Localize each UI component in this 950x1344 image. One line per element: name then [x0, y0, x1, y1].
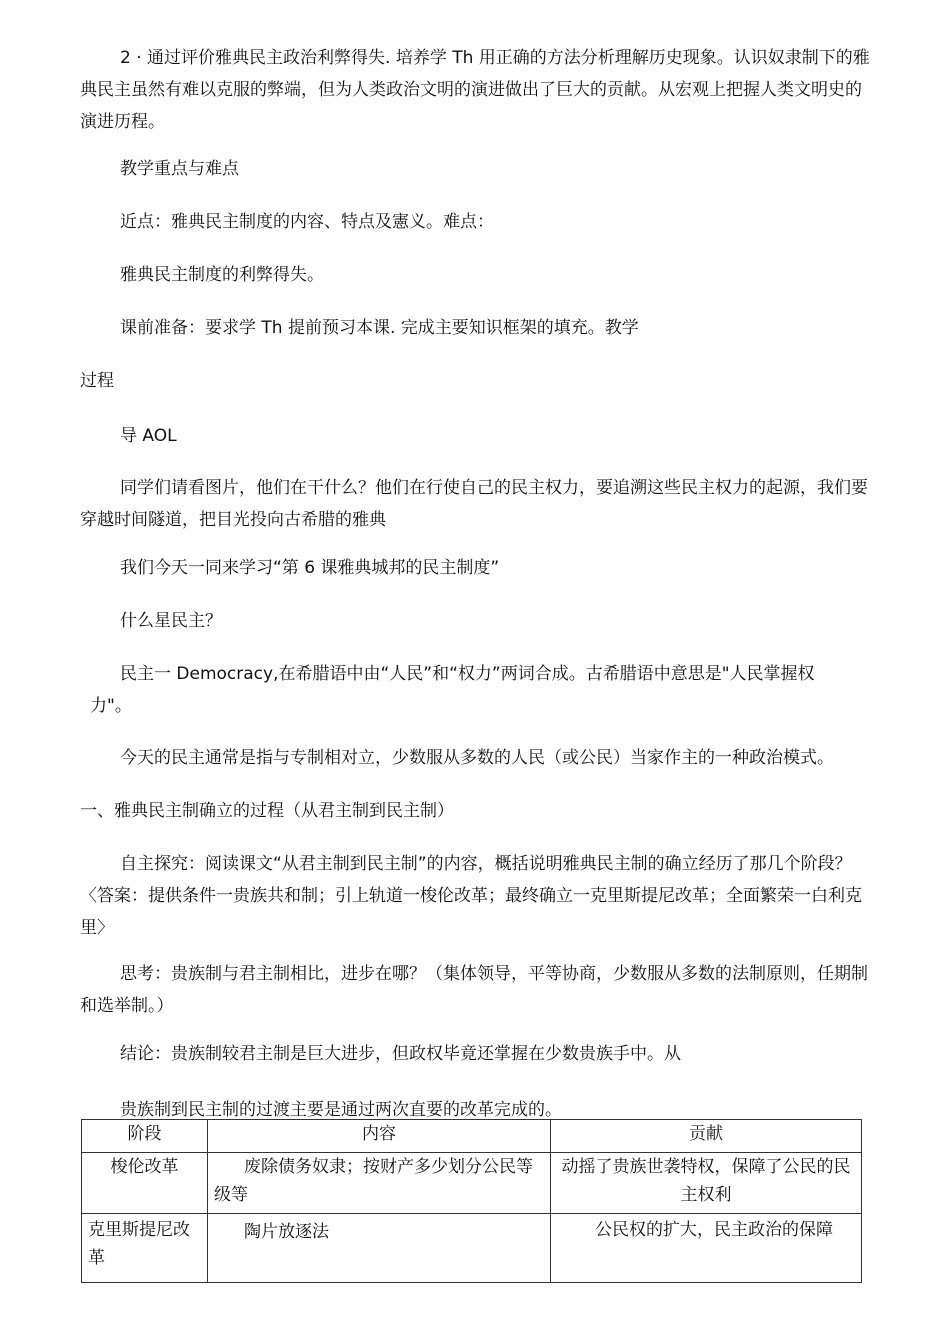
- table-cell-stage: 梭伦改革: [82, 1153, 208, 1214]
- paragraph-modern-democracy: 今天的民主通常是指与专制相对立，少数服从多数的人民（或公民）当家作主的一种政治模式。: [120, 748, 834, 768]
- table-row: [82, 1153, 862, 1214]
- section-heading-1: 一、雅典民主制确立的过程（从君主制到民主制）: [80, 801, 454, 821]
- paragraph-thinking: 思考：贵族制与君主制相比，进步在哪？（集体领导，平等协商，少数服从多数的法制原则，任期制和选举制。）: [80, 964, 868, 1016]
- table-header-contribution: 贡献: [551, 1120, 862, 1153]
- paragraph-question: 什么星民主？: [120, 611, 222, 631]
- paragraph-lesson-title: 我们今天一同来学习“第 6 课雅典城邦的民主制度”: [120, 558, 500, 578]
- table-header-content: 内容: [208, 1120, 551, 1153]
- table-cell-contribution: 动摇了贵族世袭特权，保障了公民的民主权利: [551, 1153, 862, 1214]
- table-header-stage: 阶段: [82, 1120, 208, 1153]
- paragraph-intro: 同学们请看图片，他们在干什么？他们在行使自己的民主权力，要追溯这些民主权力的起源，我们要穿越时间隧道，把目光投向古希腊的雅典: [80, 478, 868, 530]
- table-row: [82, 1214, 862, 1283]
- paragraph-preparation: 课前准备：要求学 Th 提前预习本课. 完成主要知识框架的填充。教学: [120, 318, 639, 338]
- table-cell-content: 废除债务奴隶；按财产多少划分公民等级等: [208, 1153, 551, 1214]
- definition-line-1: 民主一 Democracy,在希腊语中由“人民”和“权力”两词合成。古希腊语中意思是"人民掌握权: [120, 664, 815, 684]
- table-header-row: [82, 1120, 862, 1153]
- paragraph-self-study: 自主探究：阅读课文“从君主制到民主制”的内容，概括说明雅典民主制的确立经历了那几个阶段？〈答案：提供条件一贵族共和制；引上轨道一梭伦改革；最终确立一克里斯提尼改革；全面繁荣一白利克里〉: [80, 854, 862, 938]
- table-cell-stage: 克里斯提尼改革: [82, 1214, 208, 1283]
- paragraph-democracy-definition: [80, 658, 875, 722]
- heading-intro: 导 AOL: [120, 426, 177, 446]
- paragraph-difficulty: 雅典民主制度的利弊得失。: [120, 265, 324, 285]
- table-cell-content: 陶片放逐法: [208, 1214, 551, 1283]
- paragraph-objective-2: 2 · 通过评价雅典民主政治利弊得失. 培养学 Th 用正确的方法分析理解历史现象。认识奴隶制下的雅典民主虽然有难以克服的弊端，但为人类政治文明的演进做出了巨大的贡献。从宏观上把握人类文明史的演进历程。: [80, 48, 870, 132]
- heading-process: 过程: [80, 371, 114, 391]
- paragraph-key-points: 近点：雅典民主制度的内容、特点及憲义。难点：: [120, 212, 494, 232]
- table-cell-contribution: 公民权的扩大，民主政治的保障: [551, 1214, 862, 1283]
- paragraph-transition: 贵族制到民主制的过渡主要是通过两次直要的改革完成的。: [120, 1100, 562, 1120]
- paragraph-conclusion: 结论：贵族制较君主制是巨大进步，但政权毕竟还掌握在少数贵族手中。从: [120, 1044, 681, 1064]
- definition-line-2: 力"。: [90, 696, 132, 716]
- reform-table: [81, 1119, 862, 1283]
- heading-key-points: 教学重点与难点: [120, 159, 239, 179]
